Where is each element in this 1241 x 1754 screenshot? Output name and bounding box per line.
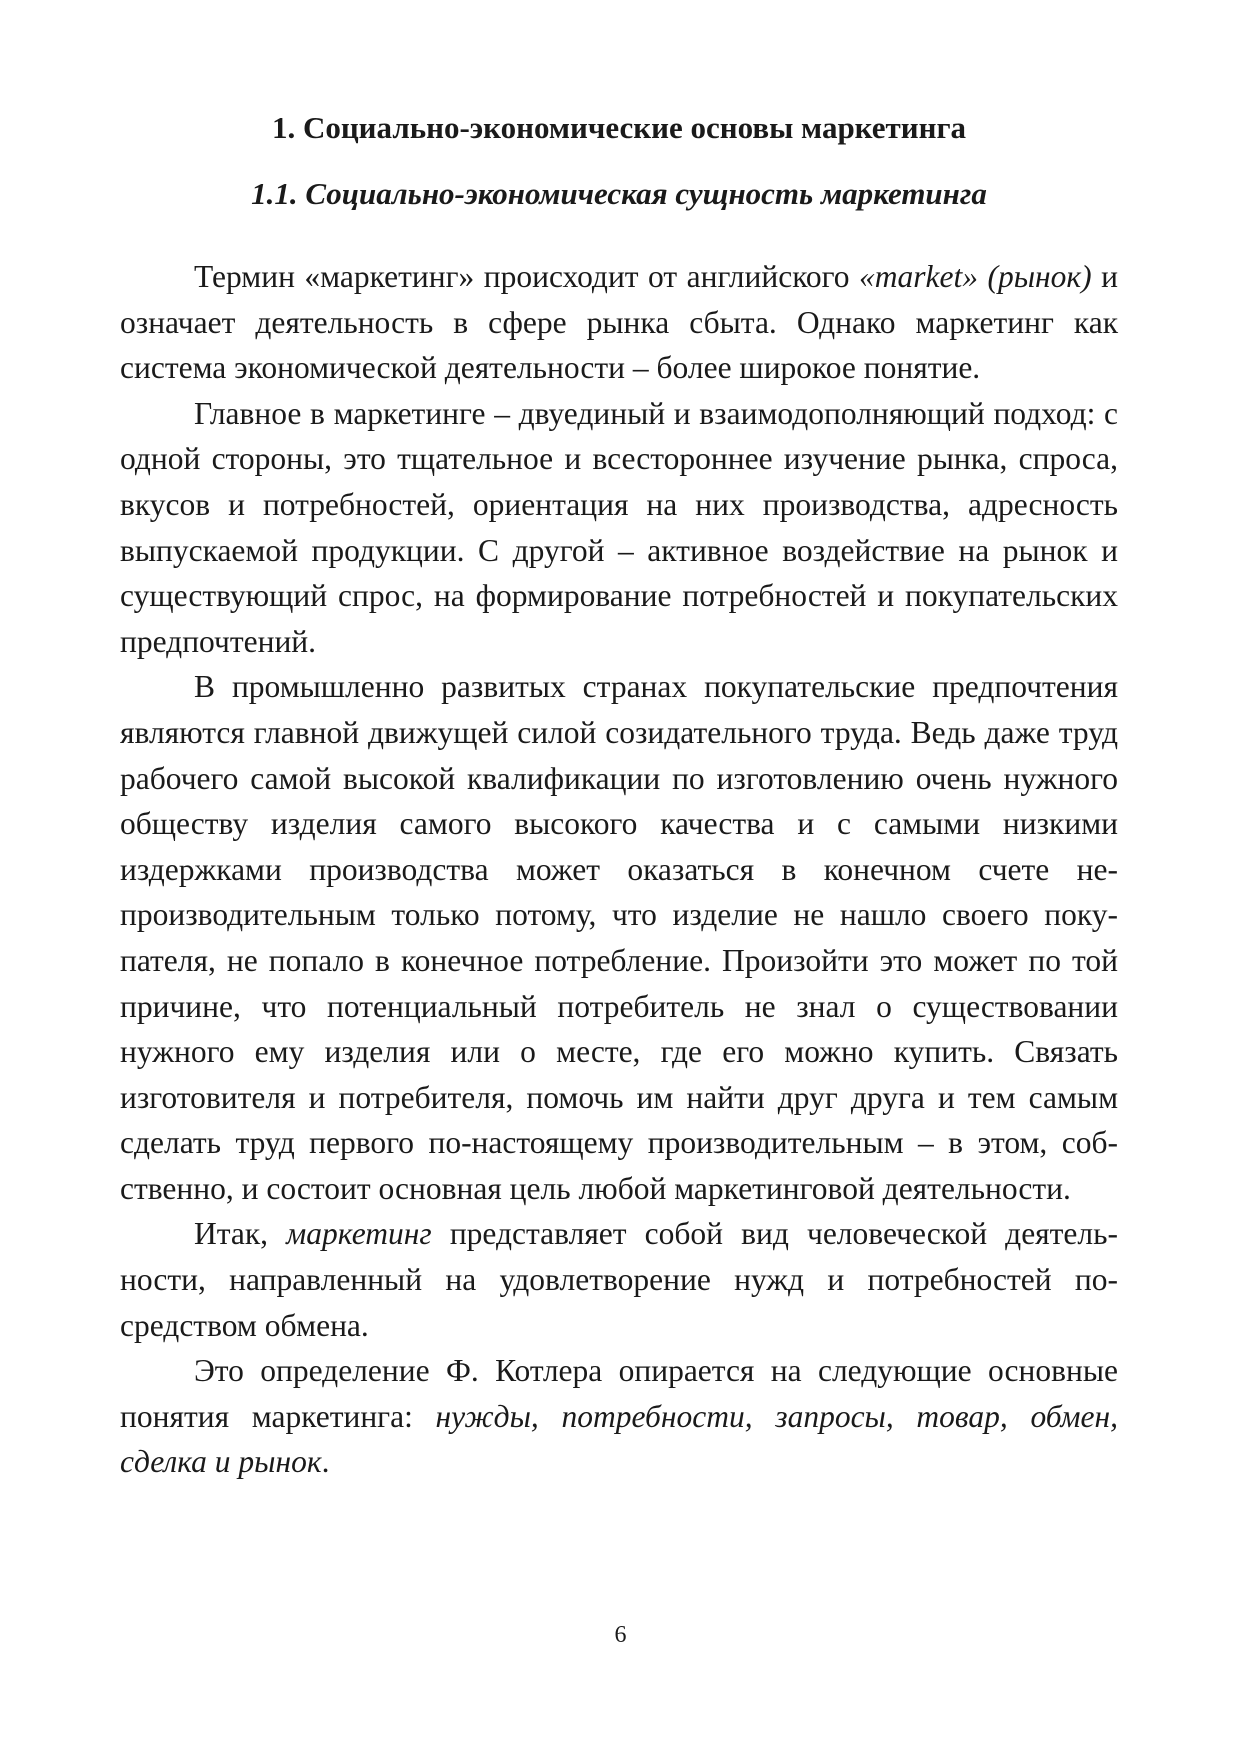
paragraph-5 (120, 1348, 1118, 1485)
paragraph-5-part-a: Это определение Ф. Котлера опирается на следующие основные понятия маркетинга: (120, 1353, 1118, 1434)
paragraph-4-part-c: представляет собой вид человеческой деятельности, направленный на удовлетворение нужд и потребностей посредством обмена. (120, 1216, 1118, 1343)
paragraph-4-italic-term: маркетинг (286, 1216, 432, 1252)
paragraph-5-part-c: . (321, 1444, 330, 1480)
page-content (120, 108, 1118, 1485)
paragraph-1-part-c: и означает деятельность в сфере рынка сбыта. Однако маркетинг как система экономической деятельности – более широкое понятие. (120, 259, 1118, 386)
paragraph-1-part-a: Термин «маркетинг» происходит от английского (194, 259, 860, 294)
body-text (120, 254, 1118, 1485)
page-number: 6 (614, 1622, 627, 1648)
paragraph-2: Главное в маркетинге – двуединый и взаимодополняющий подход: с одной стороны, это тщательное и всестороннее изучение рынка, спроса, вкусов и потребностей, ориентация на них производства, адресность выпускаемой продукции. С другой – активное воздействие на рынок и существующий спрос, на формирование потребностей и покупательских предпочтений. (120, 395, 1118, 659)
paragraph-1 (120, 254, 1118, 391)
paragraph-1-italic-term: «market» (рынок) (859, 259, 1092, 294)
paragraph-5-italic-terms: нужды, потребности, запросы, товар, обмен, сделка и рынок (120, 1398, 1119, 1480)
paragraph-4 (120, 1211, 1118, 1348)
chapter-title: 1. Социально-экономические основы маркетинга (271, 110, 967, 145)
section-title: 1.1. Социально-экономическая сущность маркетинга (251, 176, 987, 211)
paragraph-3: В промышленно развитых странах покупательские предпочтения являются главной движущей силой созидательного труда. Ведь даже труд рабочего самой высокой квалификации по изготовлению очень нужного обществу изделия самого высокого качества и с самыми низкими издержками производства может оказаться в конечном счете непроизводительным только потому, что изделие не нашло своего покупателя, не попало в конечное потребление. Произойти это может по той причине, что потенциальный потребитель не знал о существовании нужного ему изделия или о месте, где его можно купить. Связать изготовителя и потребителя, помочь им найти друг друга и тем самым сделать труд первого по-настоящему производительным – в этом, собственно, и состоит основная цель любой маркетинговой деятельности. (120, 669, 1118, 1206)
paragraph-4-part-a: Итак, (194, 1216, 287, 1252)
